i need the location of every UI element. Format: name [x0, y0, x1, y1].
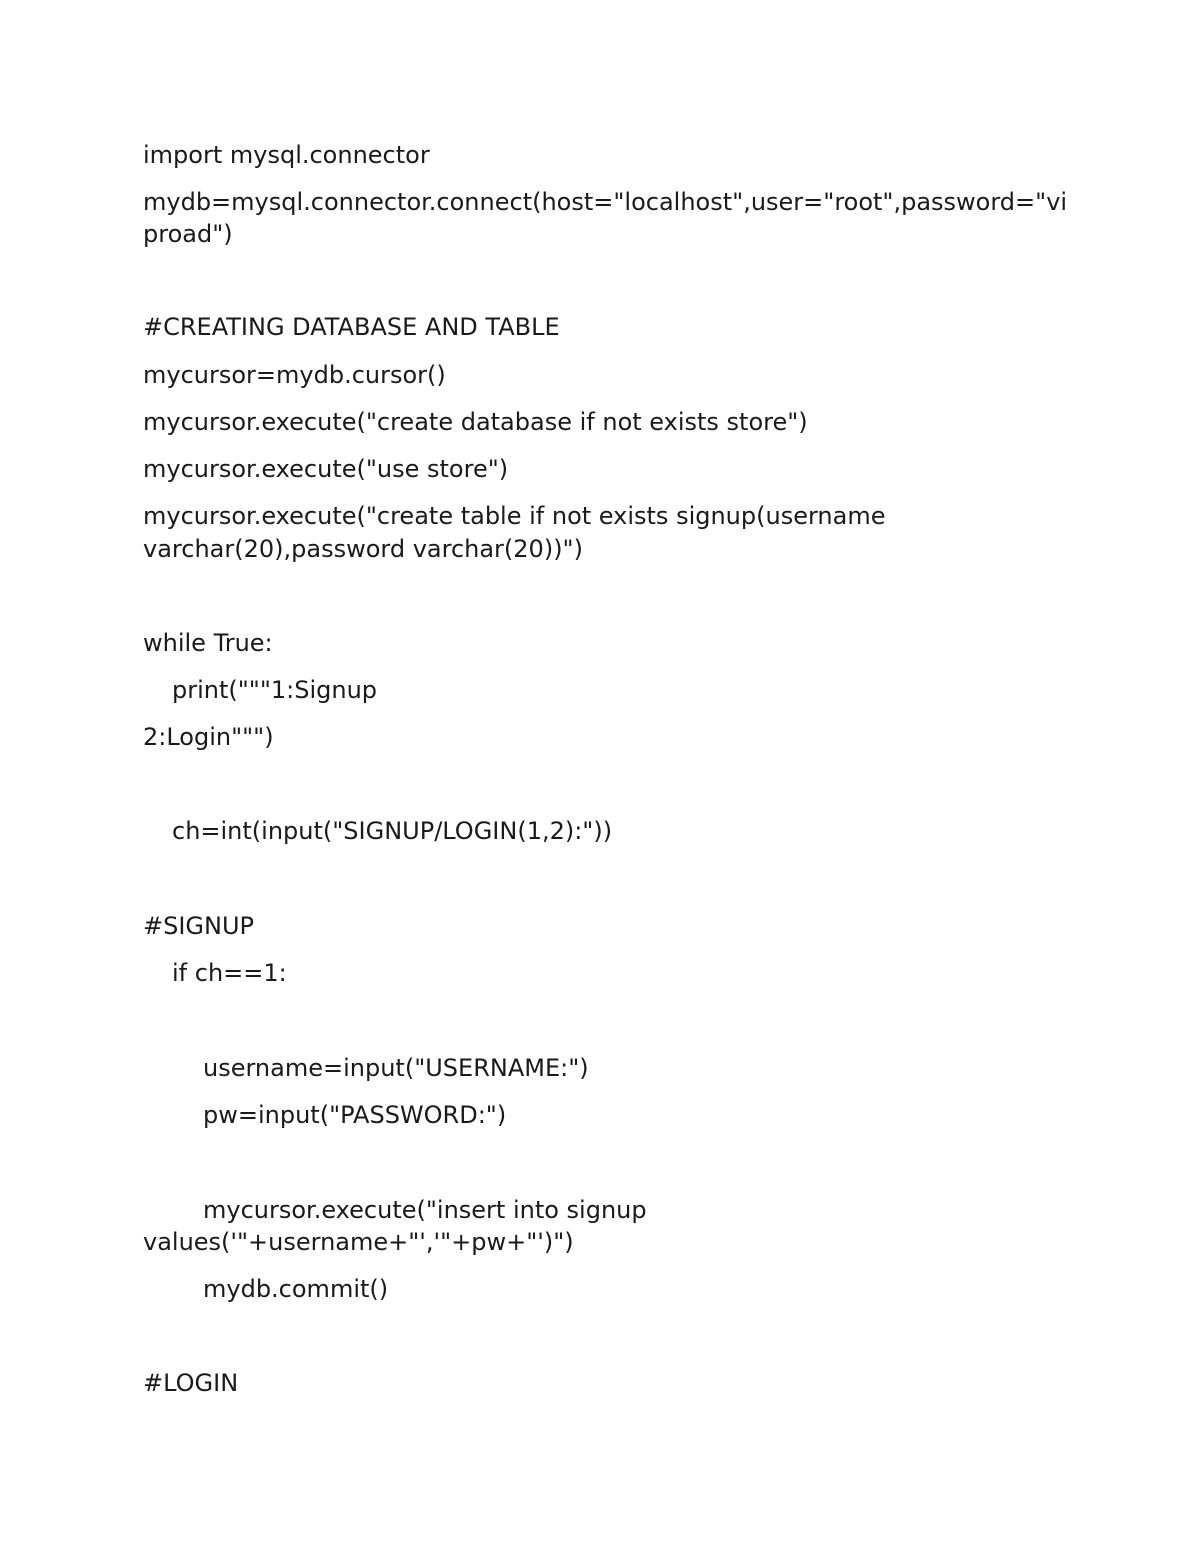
code-line: mycursor=mydb.cursor() [143, 361, 446, 389]
code-line: mycursor.execute("create table if not exists signup(username [143, 502, 886, 530]
code-line: import mysql.connector [143, 141, 430, 169]
comment-line: #SIGNUP [143, 912, 255, 940]
code-line: 2:Login""") [143, 723, 274, 751]
code-line: mycursor.execute("insert into signup [203, 1196, 647, 1224]
code-line: mydb=mysql.connector.connect(host="localhost",user="root",password="vi [143, 188, 1068, 216]
code-line: while True: [143, 629, 273, 657]
comment-line: #CREATING DATABASE AND TABLE [143, 313, 560, 341]
code-line: mycursor.execute("use store") [143, 455, 509, 483]
code-line: print("""1:Signup [172, 676, 378, 704]
code-line: proad") [143, 220, 233, 248]
code-line: pw=input("PASSWORD:") [203, 1101, 507, 1129]
comment-line: #LOGIN [143, 1369, 239, 1397]
code-line: values('"+username+"','"+pw+"')") [143, 1228, 574, 1256]
code-line: mycursor.execute("create database if not exists store") [143, 408, 808, 436]
code-line: if ch==1: [172, 959, 287, 987]
code-line: mydb.commit() [203, 1275, 389, 1303]
code-line: varchar(20),password varchar(20))") [143, 535, 583, 563]
code-line: username=input("USERNAME:") [203, 1054, 589, 1082]
code-line: ch=int(input("SIGNUP/LOGIN(1,2):")) [172, 817, 613, 845]
